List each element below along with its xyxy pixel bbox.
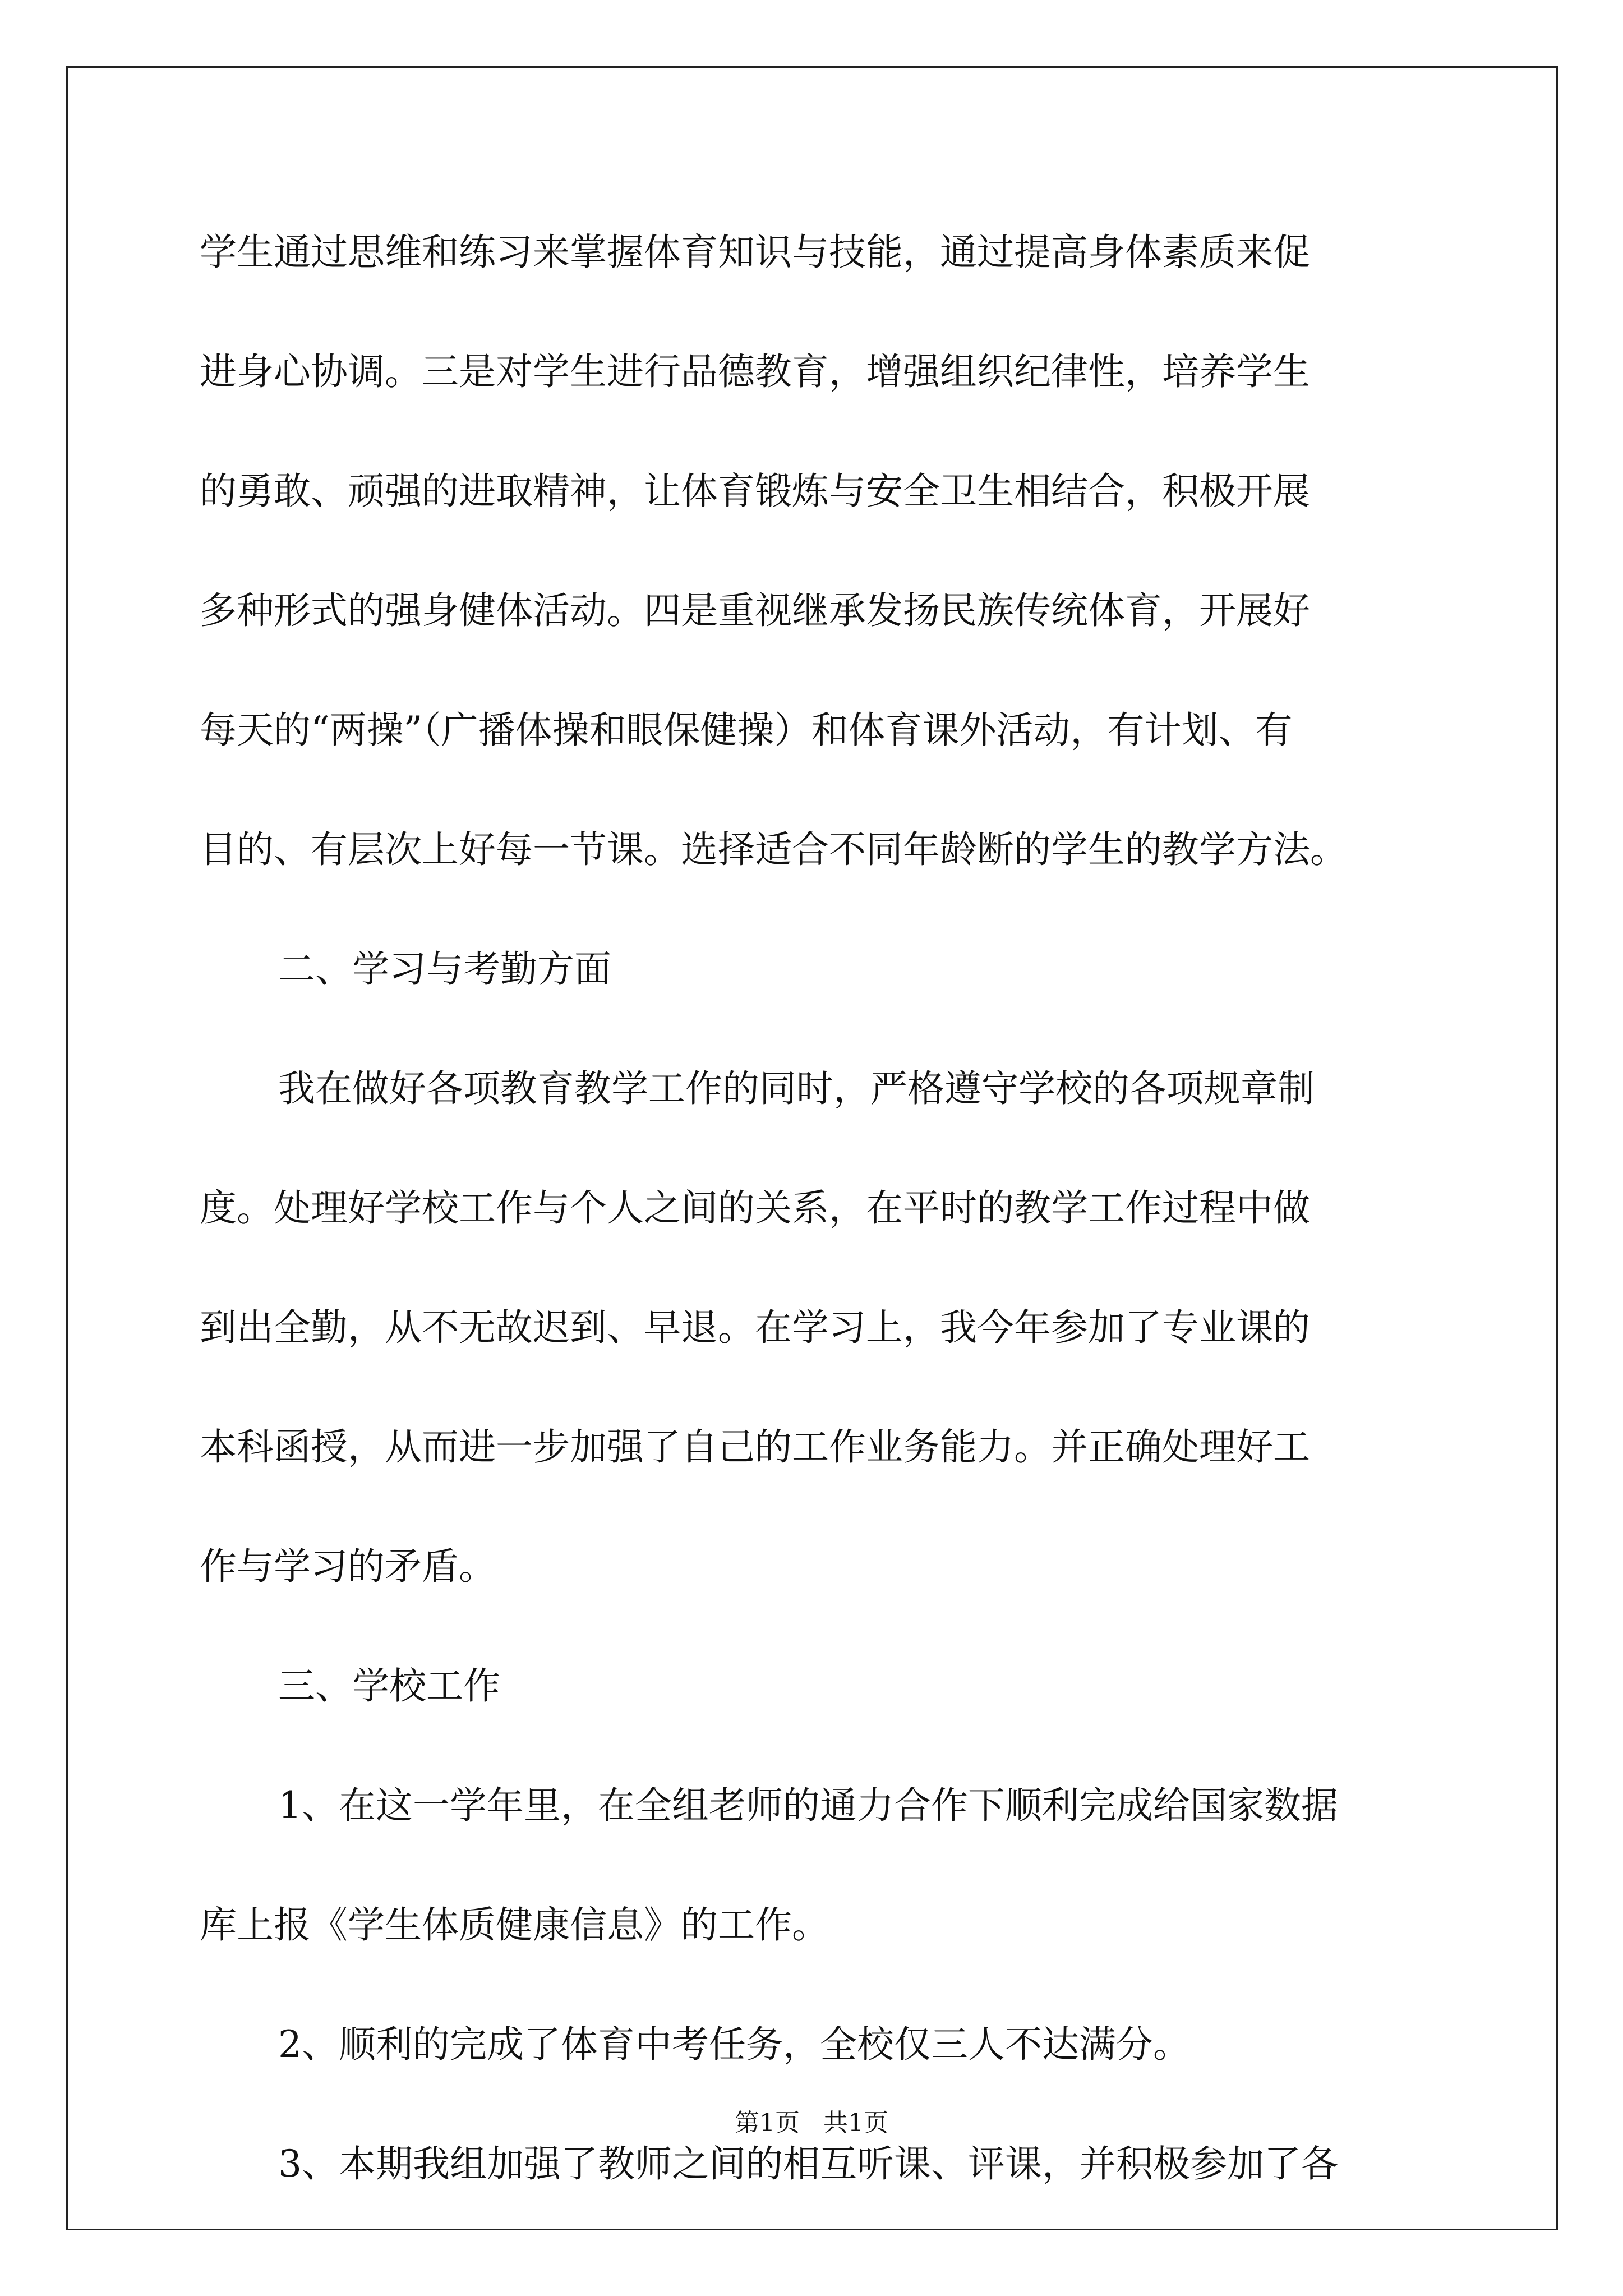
list-item-2: 2、顺利的完成了体育中考任务，全校仅三人不达满分。	[278, 2023, 1190, 2066]
text-line: 的勇敢、顽强的进取精神，让体育锻炼与安全卫生相结合，积极开展	[200, 470, 1310, 513]
text-line: 每天的“两操”（广播体操和眼保健操）和体育课外活动，有计划、有	[200, 708, 1293, 752]
list-item-3: 3、本期我组加强了教师之间的相互听课、评课，并积极参加了各	[278, 2142, 1338, 2185]
document-body	[200, 210, 1439, 2242]
page-number-footer: 第1页 共1页	[735, 2109, 888, 2137]
text-line: 本科函授，从而进一步加强了自己的工作业务能力。并正确处理好工	[200, 1425, 1310, 1469]
section-heading-school-work: 三、学校工作	[278, 1664, 500, 1708]
text-line: 度。处理好学校工作与个人之间的关系，在平时的教学工作过程中做	[200, 1186, 1310, 1230]
text-line: 库上报《学生体质健康信息》的工作。	[200, 1903, 829, 1947]
text-line: 进身心协调。三是对学生进行品德教育，增强组织纪律性，培养学生	[200, 350, 1310, 393]
text-line: 到出全勤，从不无故迟到、早退。在学习上，我今年参加了专业课的	[200, 1306, 1310, 1349]
text-line: 我在做好各项教育教学工作的同时，严格遵守学校的各项规章制	[278, 1067, 1315, 1110]
list-item-1: 1、在这一学年里，在全组老师的通力合作下顺利完成给国家数据	[278, 1784, 1338, 1827]
section-heading-study-attendance: 二、学习与考勤方面	[278, 947, 611, 991]
text-line: 目的、有层次上好每一节课。选择适合不同年龄断的学生的教学方法。	[200, 828, 1347, 871]
text-line: 作与学习的矛盾。	[200, 1545, 496, 1588]
text-line: 多种形式的强身健体活动。四是重视继承发扬民族传统体育，开展好	[200, 589, 1310, 632]
text-line: 学生通过思维和练习来掌握体育知识与技能，通过提高身体素质来促	[200, 231, 1310, 274]
